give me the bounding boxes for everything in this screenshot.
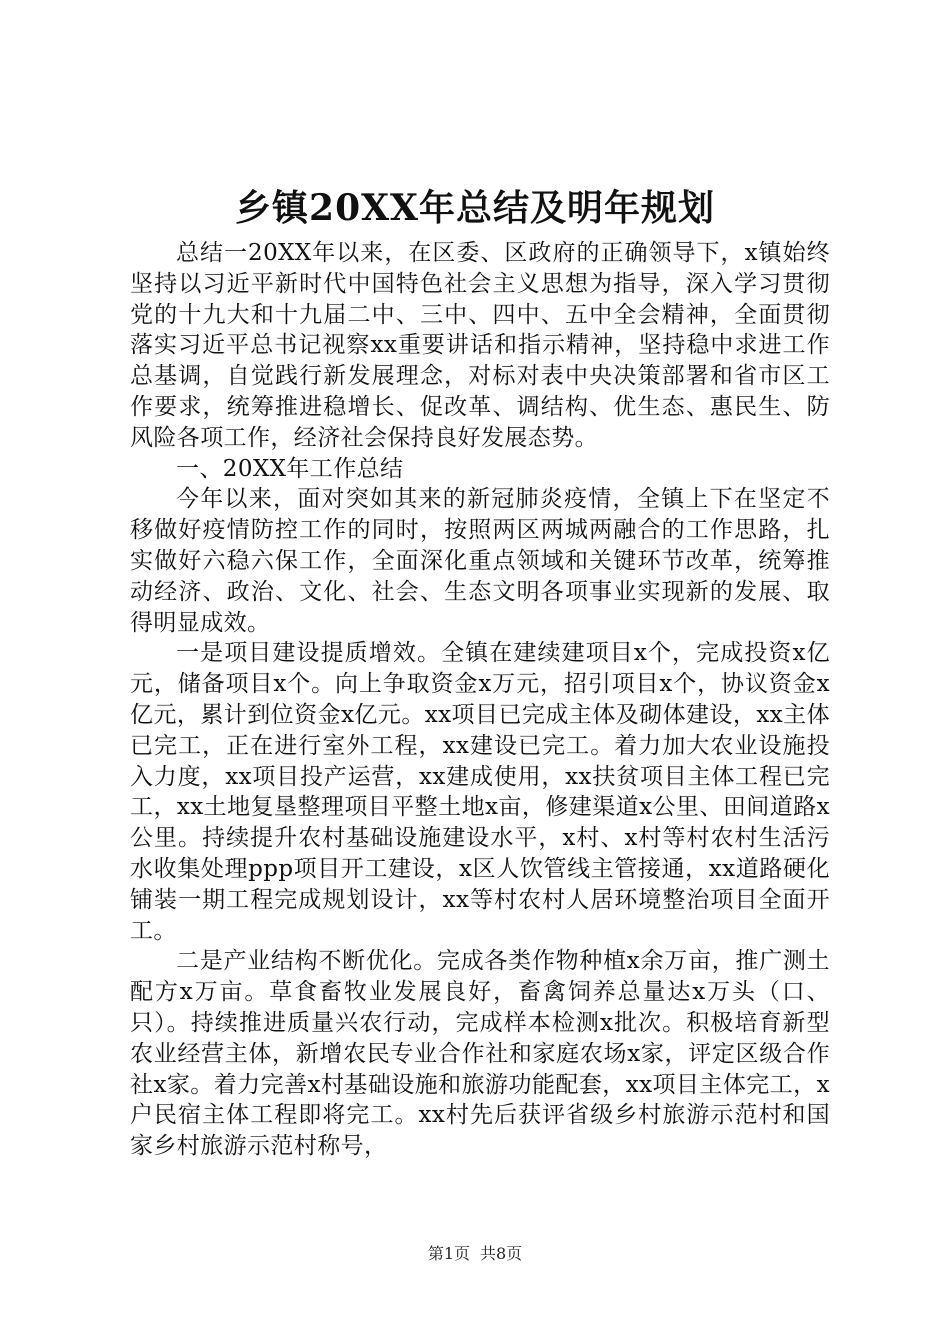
document-title: 乡镇20XX年总结及明年规划 (235, 187, 715, 229)
document-body (130, 238, 830, 1162)
summary-paragraph: 总结一20XX年以来，在区委、区政府的正确领导下，x镇始终坚持以习近平新时代中国特色社会主义思想为指导，深入学习贯彻党的十九大和十九届二中、三中、四中、五中全会精神，全面贯彻落实习近平总书记视察xx重要讲话和指示精神，坚持稳中求进工作总基调，自觉践行新发展理念，对标对表中央决策部署和省市区工作要求，统筹推进稳增长、促改革、调结构、优生态、惠民生、防风险各项工作，经济社会保持良好发展态势。 (130, 240, 830, 451)
industry-paragraph: 二是产业结构不断优化。完成各类作物种植x余万亩，推广测土配方x万亩。草食畜牧业发展良好，畜禽饲养总量达x万头（口、只）。持续推进质量兴农行动，完成样本检测x批次。积极培育新型农业经营主体，新增农民专业合作社和家庭农场x家，评定区级合作社x家。着力完善x村基础设施和旅游功能配套，xx项目主体完工，x户民宿主体工程即将完工。xx村先后获评省级乡村旅游示范村和国家乡村旅游示范村称号， (130, 948, 830, 1160)
page-number: 第1页 (427, 1244, 470, 1263)
page-footer (0, 1243, 950, 1265)
overview-paragraph: 今年以来，面对突如其来的新冠肺炎疫情，全镇上下在坚定不移做好疫情防控工作的同时，按照两区两城两融合的工作思路，扎实做好六稳六保工作，全面深化重点领域和关键环节改革，统筹推动经济、政治、文化、社会、生态文明各项事业实现新的发展、取得明显成效。 (130, 486, 830, 636)
page-total: 共8页 (480, 1244, 523, 1263)
project-paragraph: 一是项目建设提质增效。全镇在建续建项目x个，完成投资x亿元，储备项目x个。向上争取资金x万元，招引项目x个，协议资金x亿元，累计到位资金x亿元。xx项目已完成主体及砌体建设，xx主体已完工，正在进行室外工程，xx建设已完工。着力加大农业设施投入力度，xx项目投产运营，xx建成使用，xx扶贫项目主体工程已完工，xx土地复垦整理项目平整土地x亩，修建渠道x公里、田间道路x公里。持续提升农村基础设施建设水平，x村、x村等村农村生活污水收集处理ppp项目开工建设，x区人饮管线主管接通，xx道路硬化铺装一期工程完成规划设计，xx等村农村人居环境整治项目全面开工。 (130, 640, 830, 944)
section-heading: 一、20XX年工作总结 (176, 455, 404, 482)
